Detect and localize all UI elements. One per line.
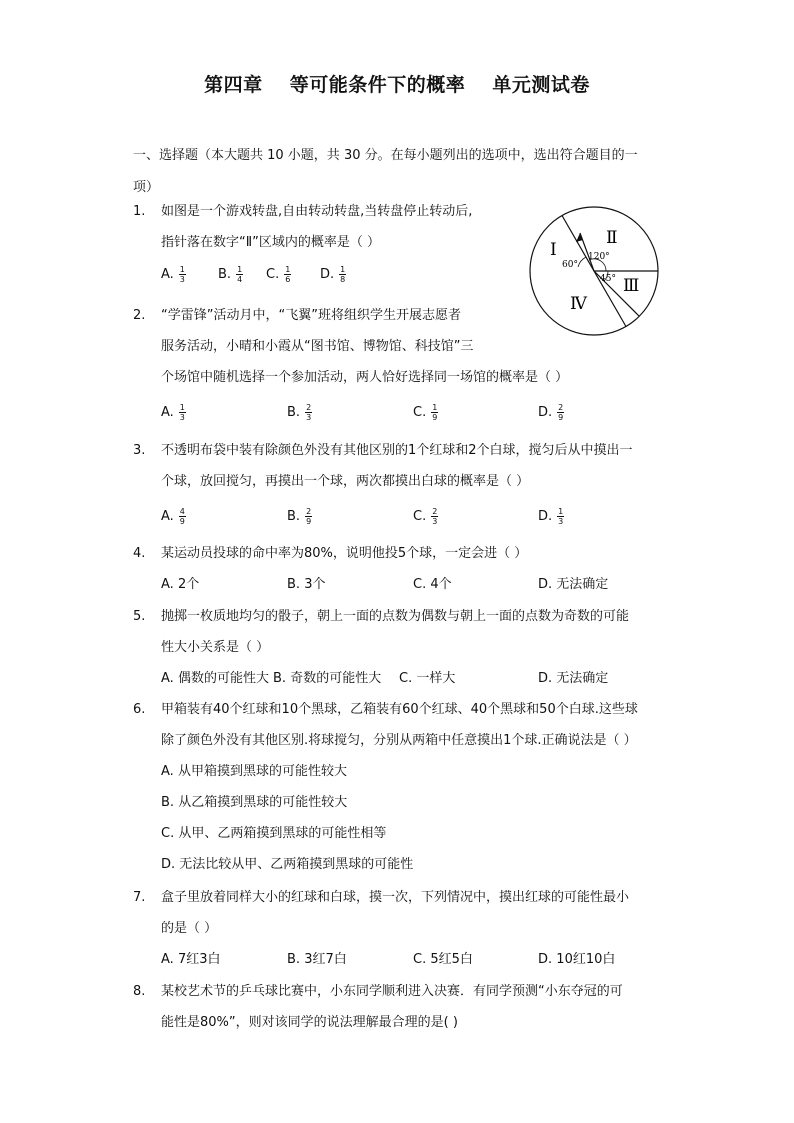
option-label: B. <box>218 267 232 282</box>
spinner-wheel-figure <box>528 205 660 337</box>
option-b[interactable] <box>287 501 312 533</box>
option-c[interactable] <box>413 569 452 601</box>
angle-label-120: 120° <box>588 252 610 262</box>
numerator: 1 <box>340 265 346 274</box>
question-line: 除了颜色外没有其他区别.将球搅匀，分别从两箱中任意摸出1个球.正确说法是（ ） <box>161 733 637 748</box>
fraction <box>431 403 438 422</box>
question-number: 5. <box>133 609 146 624</box>
option-text: 4个 <box>430 577 452 592</box>
numerator: 1 <box>558 507 564 516</box>
numerator: 2 <box>558 403 564 412</box>
option-a[interactable] <box>161 397 186 429</box>
option-c[interactable] <box>413 397 438 429</box>
option-label: C. <box>413 952 427 967</box>
fraction <box>179 403 186 422</box>
numerator: 2 <box>432 507 438 516</box>
numerator: 1 <box>237 265 243 274</box>
denominator: 3 <box>432 517 438 526</box>
region-label-3: Ⅲ <box>623 276 640 296</box>
option-d[interactable] <box>538 397 564 429</box>
numerator: 2 <box>306 403 312 412</box>
fraction <box>557 403 564 422</box>
region-label-2: Ⅱ <box>606 228 618 248</box>
question-line: 性大小关系是（ ） <box>161 640 270 655</box>
numerator: 1 <box>179 265 185 274</box>
numerator: 1 <box>432 403 438 412</box>
option-label: C. <box>413 577 427 592</box>
question-line: 能性是80%”，则对该同学的说法理解最合理的是( ) <box>161 1015 458 1030</box>
angle-label-45: 45° <box>600 274 616 284</box>
question-line: 盒子里放着同样大小的红球和白球，摸一次，下列情况中，摸出红球的可能性最小 <box>161 890 630 905</box>
question-line: 不透明布袋中装有除颜色外没有其他区别的1个红球和2个白球，搅匀后从中摸出一 <box>161 443 633 458</box>
question-number: 4. <box>133 546 146 561</box>
option-label: B. <box>287 952 301 967</box>
option-b[interactable] <box>287 944 347 976</box>
question-number: 1. <box>133 204 146 219</box>
option-text: 奇数的可能性大 <box>290 671 382 686</box>
title-topic: 等可能条件下的概率 <box>289 74 466 96</box>
option-label: D. <box>538 509 553 524</box>
option-text: 10红10白 <box>556 952 616 967</box>
denominator: 8 <box>340 275 346 284</box>
option-label: D. <box>538 577 553 592</box>
option-d[interactable] <box>538 569 608 601</box>
option-text: 5红5白 <box>430 952 473 967</box>
option-a[interactable] <box>161 259 186 291</box>
option-a[interactable] <box>161 569 199 601</box>
denominator: 3 <box>306 413 312 422</box>
option-label: C. <box>413 509 427 524</box>
option-label: A. <box>161 671 174 686</box>
option-label: D. <box>161 857 176 872</box>
denominator: 3 <box>179 275 185 284</box>
option-label: D. <box>538 952 553 967</box>
question-line: 抛掷一枚质地均匀的骰子，朝上一面的点数为偶数与朝上一面的点数为奇数的可能 <box>161 609 630 624</box>
question-number: 8. <box>133 984 146 999</box>
denominator: 9 <box>179 517 185 526</box>
section-heading <box>133 140 668 204</box>
denominator: 9 <box>432 413 438 422</box>
option-d[interactable] <box>161 849 413 881</box>
denominator: 3 <box>179 413 185 422</box>
option-b[interactable] <box>287 397 312 429</box>
title-test: 单元测试卷 <box>492 74 590 96</box>
question-number: 7. <box>133 890 146 905</box>
option-label: D. <box>538 405 553 420</box>
option-label: B. <box>287 509 301 524</box>
option-label: A. <box>161 405 174 420</box>
fraction <box>305 507 312 526</box>
question-line: 个场馆中随机选择一个参加活动，两人恰好选择同一场馆的概率是（ ） <box>161 370 569 385</box>
question-line: 某运动员投球的命中率为80%，说明他投5个球，一定会进（ ） <box>161 546 528 561</box>
denominator: 3 <box>558 517 564 526</box>
option-a[interactable] <box>161 501 186 533</box>
option-d[interactable] <box>538 501 564 533</box>
fraction <box>284 265 291 284</box>
option-b[interactable] <box>273 663 381 695</box>
option-text: 一样大 <box>416 671 456 686</box>
option-c[interactable] <box>161 818 386 850</box>
fraction <box>305 403 312 422</box>
section-heading-line2: 项） <box>133 180 160 195</box>
option-label: B. <box>287 405 301 420</box>
option-label: A. <box>161 577 174 592</box>
question-line: 服务活动，小晴和小霞从“图书馆、博物馆、科技馆”三 <box>161 339 474 354</box>
question-line: 甲箱装有40个红球和10个黑球，乙箱装有60个红球、40个黑球和50个白球.这些球 <box>161 702 638 717</box>
option-label: B. <box>161 795 175 810</box>
question-number: 2. <box>133 308 146 323</box>
section-heading-line1: 一、选择题（本大题共 10 小题，共 30 分。在每小题列出的选项中，选出符合题目的一 <box>133 148 638 163</box>
region-label-1: Ⅰ <box>550 240 557 260</box>
question-line: 指针落在数字“Ⅱ”区域内的概率是（ ） <box>161 235 381 250</box>
option-label: C. <box>266 267 280 282</box>
option-label: C. <box>161 826 175 841</box>
option-text: 从甲、乙两箱摸到黑球的可能性相等 <box>178 826 387 841</box>
option-a[interactable] <box>161 944 220 976</box>
denominator: 6 <box>285 275 291 284</box>
denominator: 9 <box>558 413 564 422</box>
option-text: 从乙箱摸到黑球的可能性较大 <box>178 795 348 810</box>
option-text: 无法确定 <box>556 577 609 592</box>
option-c[interactable] <box>413 501 438 533</box>
option-text: 从甲箱摸到黑球的可能性较大 <box>177 764 347 779</box>
option-text: 7红3白 <box>177 952 221 967</box>
title-chapter: 第四章 <box>204 74 263 96</box>
page-title <box>0 70 794 97</box>
denominator: 4 <box>237 275 243 284</box>
numerator: 1 <box>285 265 291 274</box>
option-label: C. <box>413 405 427 420</box>
option-b[interactable] <box>161 787 347 819</box>
option-d[interactable] <box>320 259 346 291</box>
option-text: 3个 <box>304 577 326 592</box>
option-label: D. <box>320 267 335 282</box>
option-c[interactable] <box>266 259 291 291</box>
option-c[interactable] <box>399 663 455 695</box>
option-text: 无法确定 <box>556 671 609 686</box>
option-a[interactable] <box>161 756 347 788</box>
option-label: B. <box>287 577 301 592</box>
option-label: A. <box>161 509 174 524</box>
question-number: 6. <box>133 702 146 717</box>
option-label: B. <box>273 671 287 686</box>
option-label: A. <box>161 267 174 282</box>
question-number: 3. <box>133 443 146 458</box>
fraction <box>339 265 346 284</box>
fraction <box>179 265 186 284</box>
region-label-4: Ⅳ <box>570 294 587 314</box>
option-d[interactable] <box>538 944 615 976</box>
option-a[interactable] <box>161 663 269 695</box>
option-text: 偶数的可能性大 <box>177 671 269 686</box>
fraction <box>557 507 564 526</box>
option-text: 3红7白 <box>304 952 347 967</box>
question-line: “学雷锋”活动月中，“飞翼”班将组织学生开展志愿者 <box>161 308 461 323</box>
option-b[interactable] <box>287 569 325 601</box>
numerator: 2 <box>306 507 312 516</box>
fraction <box>179 507 186 526</box>
option-label: A. <box>161 952 174 967</box>
fraction <box>236 265 243 284</box>
question-line: 如图是一个游戏转盘,自由转动转盘,当转盘停止转动后, <box>161 204 473 219</box>
option-label: A. <box>161 764 174 779</box>
angle-label-60: 60° <box>562 260 578 270</box>
option-text: 2个 <box>177 577 200 592</box>
option-b[interactable] <box>218 259 243 291</box>
question-line: 某校艺术节的乒乓球比赛中，小东同学顺利进入决赛．有同学预测“小东夺冠的可 <box>161 984 623 999</box>
option-d[interactable] <box>538 663 608 695</box>
numerator: 1 <box>179 403 185 412</box>
fraction <box>431 507 438 526</box>
question-line: 的是（ ） <box>161 921 218 936</box>
numerator: 4 <box>179 507 185 516</box>
option-label: D. <box>538 671 553 686</box>
question-line: 个球，放回搅匀，再摸出一个球，两次都摸出白球的概率是（ ） <box>161 474 530 489</box>
option-c[interactable] <box>413 944 473 976</box>
angle-arc-60 <box>578 257 586 267</box>
option-label: C. <box>399 671 413 686</box>
option-text: 无法比较从甲、乙两箱摸到黑球的可能性 <box>179 857 414 872</box>
denominator: 9 <box>306 517 312 526</box>
